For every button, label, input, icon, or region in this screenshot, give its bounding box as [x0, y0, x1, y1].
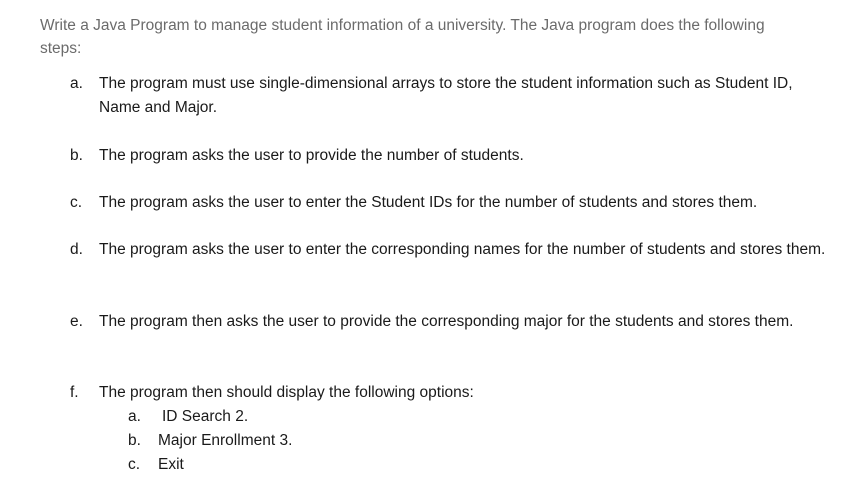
option-item-b: [128, 429, 292, 453]
step-item-b: [70, 144, 830, 168]
step-text: The program then should display the following options:: [99, 384, 474, 401]
step-marker: d.: [70, 241, 83, 258]
step-item-c: [70, 191, 830, 215]
step-marker: c.: [70, 194, 83, 211]
step-text: The program asks the user to enter the corresponding names for the number of students and stores them.: [99, 241, 826, 258]
step-marker: a.: [70, 75, 83, 92]
step-marker: f.: [70, 384, 79, 401]
option-marker: a.: [128, 408, 141, 425]
option-item-a: [128, 405, 248, 429]
step-marker: b.: [70, 147, 83, 164]
option-text: Major Enrollment 3.: [158, 432, 293, 449]
step-item-f: [70, 381, 830, 405]
step-text: The program asks the user to enter the Student IDs for the number of students and stores them.: [99, 194, 758, 211]
step-item-d: [70, 238, 830, 262]
step-text: The program must use single-dimensional arrays to store the student information such as Student ID, Name and Major.: [99, 75, 793, 116]
step-item-e: [70, 310, 830, 334]
intro-paragraph: Write a Java Program to manage student information of a university. The Java program does the following steps:: [40, 17, 765, 57]
step-text: The program then asks the user to provide the corresponding major for the students and stores them.: [99, 313, 794, 330]
step-item-a: [70, 72, 830, 119]
step-marker: e.: [70, 313, 83, 330]
option-text: Exit: [158, 456, 184, 473]
option-text: ID Search 2.: [162, 408, 249, 425]
step-text: The program asks the user to provide the number of students.: [99, 147, 524, 164]
option-marker: c.: [128, 456, 141, 473]
option-marker: b.: [128, 432, 141, 449]
option-item-c: [128, 453, 184, 477]
